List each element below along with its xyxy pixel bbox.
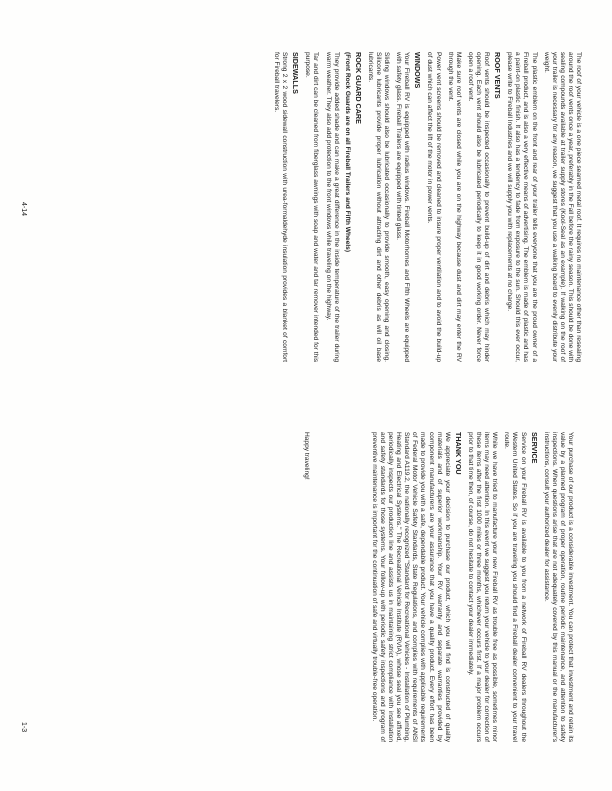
paragraph: Strong 2 x 2 wood sidewall construction with urea-formaldehyde insulation provides a blanket of comfort for Fireball travelers. [273, 52, 289, 362]
paragraph: Roof vents should be inspected occasionally to prevent build-up of dirt and debris which may hinder opening. Each vent should also be lubricated periodically to keep it in good working order. Never force open a roof vent. [466, 52, 491, 362]
left-page-column: The roof of your vehicle is a one piece seamed metal roof. It requires no maintenance other than resealing around the roof vents once a year, preferably in the Fall before the rainy season. This should be done with sealing compounds available at trailer supply stores (Kool-Seal as an example). If walking on the roof of your trailer is necessary for any reason, we suggest that you use a walking board to evenly distribute your weight. The plastic emblem on the front and rear of your trailer tells everyone that you are the proud owner of a Fireball product, and is also a very effective means of advertising. The emblem is made of plastic and has a paint-on plastic finish. It also has a tendency to fade from exposure to the sun. Should this ever occur, please write to Fireball Industries and we will supply you with replacements at no charge. ROOF VENTS Roof vents should be inspected occasionally to prevent build-up of dirt and debris which may hinder opening. Each vent should also be lubricated periodically to keep it in good working order. Never force open a roof vent. Make sure roof vents are closed while you are on the highway because dust and dirt may enter the RV through the vent. Power vent screens should be removed and cleaned to insure proper ventilation and to avoid the build-up of dust which can affect the lift of the motor in power vents. WINDOWS Your Fireball RV is equipped with radius windows. Fireball Motorhomes and Fifth Wheels are equipped with safety glass. Fireball Trailers are equipped with tinted glass. Sliding windows should also be lubricated occasionally to provide smooth, easy opening and closing. Silicone lubricants provide proper lubrication without attracting dirt and other debris as will oil base lubricants. ROCK GUARD CARE (Front Rock Guards are on all Fireball Trailers and Fifth Wheels) They provide added shade and can make a great difference in the inside temperature of the trailer during warm weather. They also add protection to the front windows while traveling on the highway. Tar and dirt can be cleaned from fiberglass awnings with soap and water and tar remover intended for this purpose. SIDEWALLS Strong 2 x 2 wood sidewall construction with urea-formaldehyde insulation provides a blanket of comfort for Fireball travelers. 4-14 [20, 52, 582, 362]
paragraph: Tar and dirt can be cleaned from fiberglass awnings with soap and water and tar remover intended for this purpose. [304, 52, 320, 362]
paragraph: We appreciate your decision to purchase our product, which you will find is constructed of quality materials and of superior workmanship. Your RV warranty and separate warranties provided by component manufacturers are your assurance that you have a quality product. Every effort has been made to provide you with a safe, dependable product. Your vehicle complies with applicable requirements of Federal Motor Vehicle Safety Standards, State Regulations, and complies with requirements of ANSI Standard A119.2, the nationally recognized "Standard for Recreational Vehicles - Installation of Plumbing, Heating and Electrical Systems." The Recreational Vehicle Institute (RVIA), whose seal you see affixed, periodically inspects our production line and assists us in maintaining strict compliance with installation and safety standards for those systems. Your follow-up with periodic safety inspections and program of preventive maintenance is important for the continuation of safe and virtually trouble-free operation. [370, 432, 451, 742]
paragraph: Sliding windows should also be lubricated occasionally to provide smooth, easy opening and closing. Silicone lubricants provide proper lubrication without attracting dirt and other debris as will oil base lubricants. [366, 52, 391, 362]
right-page-text [302, 432, 574, 742]
paragraph: Service on your Fireball RV is available to you from a network of Fireball RV dealers throughout the Western United States. So if you are traveling you should find a Fireball dealer convenient to your travel route. [503, 432, 527, 742]
paragraph: Power vent screens should be removed and cleaned to insure proper ventilation and to avoid the build-up of dust which can affect the lift of the motor in power vents. [426, 52, 442, 362]
paragraph: They provide added shade and can make a great difference in the inside temperature of the trailer during warm weather. They also add protection to the front windows while traveling on the highway. [324, 52, 340, 362]
left-page-text [272, 52, 582, 362]
section-subheading-rock-guard: (Front Rock Guards are on all Fireball Trailers and Fifth Wheels) [343, 52, 351, 253]
paragraph: Make sure roof vents are closed while you are on the highway because dust and dirt may enter the RV through the vent. [446, 52, 462, 362]
paragraph: Your purchase of our product is a considerable investment. You can protect that investment and retain its value by a planned program of proper operation, routine periodic maintenance, and attention to safety inspections. When questions arise that are not adequately covered by this manual or the manufacturer's instructions, consult your authorized dealer for assistance. [542, 432, 574, 742]
paragraph: While we have tried to manufacture your new Fireball RV as trouble free as possible, sometimes minor items may need attention. In this event we suggest you return your vehicle to your dealer for correction of these items after the first 1000 miles or three months, whichever occurs first. If a major problem occurs prior to that time then, of course, do not hesitate to contact your dealer immediately. [466, 432, 499, 742]
section-heading-service: SERVICE [529, 432, 539, 464]
section-heading-windows: WINDOWS [413, 52, 423, 89]
section-heading-roof-vents: ROOF VENTS [493, 52, 503, 99]
section-heading-thank-you: THANK YOU [453, 432, 463, 475]
paragraph: The plastic emblem on the front and rear of your trailer tells everyone that you are the proud owner of a Fireball product, and is also a very effective means of advertising. The emblem is made of plastic and has a paint-on plastic finish. It also has a tendency to fade from exposure to the sun. Should this ever occur, please write to Fireball Industries and we will supply you with replacements at no charge. [506, 52, 538, 362]
right-page-column: Your purchase of our product is a considerable investment. You can protect that investment and retain its value by a planned program of proper operation, routine periodic maintenance, and attention to safety inspections. When questions arise that are not adequately covered by this manual or the manufacturer's instructions, consult your authorized dealer for assistance. SERVICE Service on your Fireball RV is available to you from a network of Fireball RV dealers throughout the Western United States. So if you are traveling you should find a Fireball dealer convenient to your travel route. While we have tried to manufacture your new Fireball RV as trouble free as possible, sometimes minor items may need attention. In this event we suggest you return your vehicle to your dealer for correction of these items after the first 1000 miles or three months, whichever occurs first. If a major problem occurs prior to that time then, of course, do not hesitate to contact your dealer immediately. THANK YOU We appreciate your decision to purchase our product, which you will find is constructed of quality materials and of superior workmanship. Your RV warranty and separate warranties provided by component manufacturers are your assurance that you have a quality product. Every effort has been made to provide you with a safe, dependable product. Your vehicle complies with applicable requirements of Federal Motor Vehicle Safety Standards, State Regulations, and complies with requirements of ANSI Standard A119.2, the nationally recognized "Standard for Recreational Vehicles - Installation of Plumbing, Heating and Electrical Systems." The Recreational Vehicle Institute (RVIA), whose seal you see affixed, periodically inspects our production line and assists us in maintaining strict compliance with installation and safety standards for those systems. Your follow-up with periodic safety inspections and program of preventive maintenance is important for the continuation of safe and virtually trouble-free operation. Happy traveling! 1-3 [20, 432, 574, 742]
closing-line: Happy traveling! [302, 432, 310, 480]
section-heading-sidewalls: SIDEWALLS [291, 52, 301, 94]
paragraph: Your Fireball RV is equipped with radius windows. Fireball Motorhomes and Fifth Wheels are equipped with safety glass. Fireball Trailers are equipped with tinted glass. [395, 52, 411, 362]
paragraph: The roof of your vehicle is a one piece seamed metal roof. It requires no maintenance other than resealing around the roof vents once a year, preferably in the Fall before the rainy season. This should be done with sealing compounds available at trailer supply stores (Kool-Seal as an example). If walking on the roof of your trailer is necessary for any reason, we suggest that you use a walking board to evenly distribute your weight. [542, 52, 582, 362]
section-heading-rock-guard: ROCK GUARD CARE [353, 52, 363, 124]
